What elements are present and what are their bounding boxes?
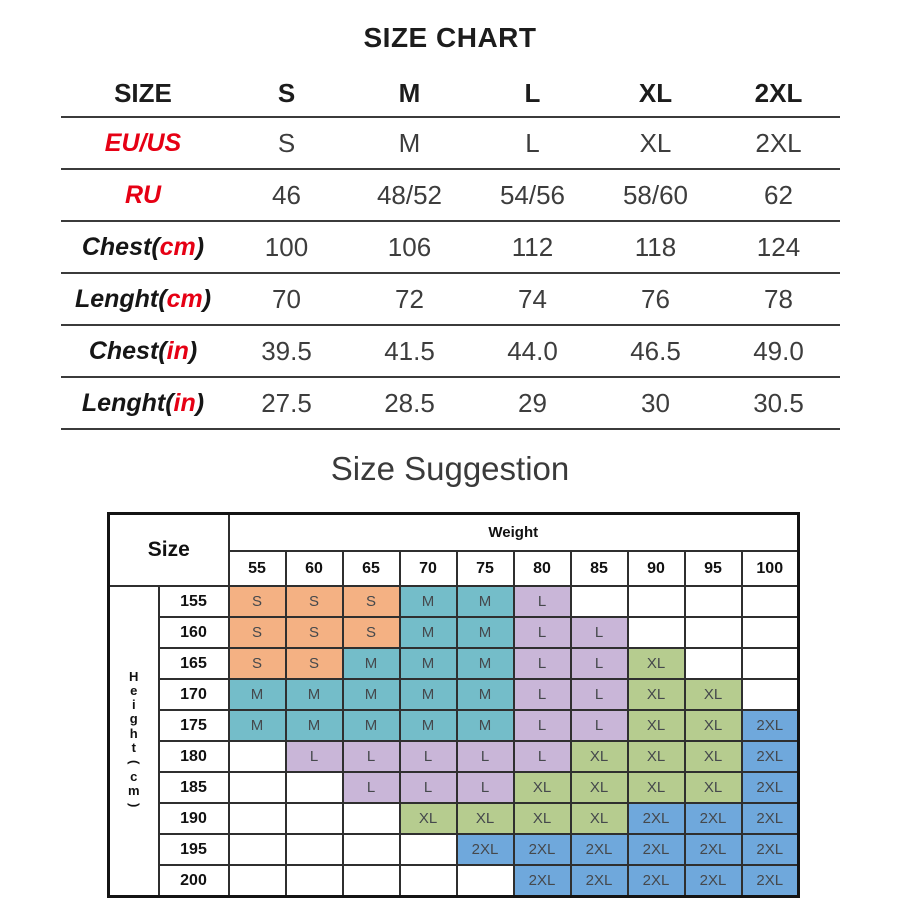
weight-tick-value: 80 bbox=[514, 551, 571, 586]
size-table-value: 30.5 bbox=[717, 377, 840, 429]
suggestion-cell bbox=[286, 834, 343, 865]
suggestion-cell: XL bbox=[457, 803, 514, 834]
height-label-char: t bbox=[131, 740, 136, 755]
row-label-red-part: in bbox=[166, 336, 189, 365]
suggestion-cell: 2XL bbox=[571, 865, 628, 897]
size-table-value: 106 bbox=[348, 221, 471, 273]
suggestion-cell: XL bbox=[628, 772, 685, 803]
suggestion-cell: XL bbox=[685, 741, 742, 772]
suggestion-cell bbox=[457, 865, 514, 897]
suggestion-cell bbox=[229, 865, 286, 897]
size-table-row-label bbox=[61, 117, 225, 169]
suggestion-cell: M bbox=[343, 648, 400, 679]
row-label-part: ) bbox=[188, 336, 198, 365]
suggestion-cell: L bbox=[400, 741, 457, 772]
suggestion-cell: L bbox=[514, 617, 571, 648]
suggestion-cell: L bbox=[571, 710, 628, 741]
row-label-red-part: EU/US bbox=[104, 128, 182, 157]
weight-tick-value: 60 bbox=[286, 551, 343, 586]
size-suggestion-table bbox=[107, 512, 800, 898]
height-tick-value: 185 bbox=[159, 772, 229, 803]
suggestion-cell: L bbox=[514, 586, 571, 617]
suggestion-cell: M bbox=[229, 710, 286, 741]
suggestion-cell: L bbox=[400, 772, 457, 803]
height-label-char: i bbox=[131, 697, 136, 713]
size-table-column-header: L bbox=[471, 70, 594, 117]
height-label-char: c bbox=[130, 768, 138, 784]
suggestion-cell: S bbox=[286, 617, 343, 648]
suggestion-cell bbox=[286, 803, 343, 834]
suggestion-cell: S bbox=[229, 648, 286, 679]
suggestion-cell bbox=[229, 803, 286, 834]
size-table-value: 41.5 bbox=[348, 325, 471, 377]
size-table-row bbox=[61, 117, 840, 169]
size-table-value: 112 bbox=[471, 221, 594, 273]
suggestion-cell: L bbox=[457, 741, 514, 772]
height-label-paren: ) bbox=[126, 803, 142, 808]
suggestion-cell: S bbox=[286, 648, 343, 679]
suggestion-row bbox=[109, 617, 799, 648]
row-label-red-part: cm bbox=[159, 232, 196, 261]
size-table-value: 46.5 bbox=[594, 325, 717, 377]
suggestion-cell bbox=[742, 679, 799, 710]
size-table-value: L bbox=[471, 117, 594, 169]
suggestion-cell: XL bbox=[628, 679, 685, 710]
size-table-row-label bbox=[61, 221, 225, 273]
suggestion-cell: 2XL bbox=[628, 803, 685, 834]
height-tick-value: 170 bbox=[159, 679, 229, 710]
size-table-value: 44.0 bbox=[471, 325, 594, 377]
suggestion-cell: XL bbox=[514, 772, 571, 803]
weight-tick-value: 70 bbox=[400, 551, 457, 586]
weight-tick-value: 95 bbox=[685, 551, 742, 586]
size-table-value: 72 bbox=[348, 273, 471, 325]
suggestion-cell: L bbox=[514, 710, 571, 741]
size-table-column-header: XL bbox=[594, 70, 717, 117]
height-tick-value: 155 bbox=[159, 586, 229, 617]
size-table-value: 70 bbox=[225, 273, 348, 325]
suggestion-cell: M bbox=[457, 710, 514, 741]
suggestion-cell: L bbox=[571, 648, 628, 679]
suggestion-cell: M bbox=[286, 710, 343, 741]
height-tick-value: 175 bbox=[159, 710, 229, 741]
size-chart-title: SIZE CHART bbox=[363, 22, 537, 53]
suggestion-cell: L bbox=[343, 772, 400, 803]
suggestion-cell: 2XL bbox=[628, 834, 685, 865]
size-table-row bbox=[61, 169, 840, 221]
suggestion-cell: M bbox=[229, 679, 286, 710]
height-tick-value: 195 bbox=[159, 834, 229, 865]
suggestion-row bbox=[109, 679, 799, 710]
height-tick-value: 180 bbox=[159, 741, 229, 772]
size-chart-table-body bbox=[61, 70, 840, 429]
suggestion-cell bbox=[742, 586, 799, 617]
size-table-row bbox=[61, 377, 840, 429]
size-table-value: 74 bbox=[471, 273, 594, 325]
suggestion-cell: 2XL bbox=[742, 772, 799, 803]
size-table-row-label bbox=[61, 273, 225, 325]
suggestion-cell: 2XL bbox=[685, 803, 742, 834]
size-suggestion-table-body bbox=[109, 514, 799, 897]
suggestion-cell: 2XL bbox=[742, 834, 799, 865]
weight-tick-value: 100 bbox=[742, 551, 799, 586]
suggestion-cell: XL bbox=[571, 772, 628, 803]
size-table-value: S bbox=[225, 117, 348, 169]
suggestion-cell: 2XL bbox=[457, 834, 514, 865]
row-label-part: ) bbox=[202, 284, 212, 313]
suggestion-cell bbox=[400, 834, 457, 865]
size-chart-table bbox=[61, 70, 840, 430]
height-label-char: H bbox=[129, 668, 139, 684]
row-label-part: ) bbox=[195, 232, 205, 261]
height-label-char: e bbox=[130, 682, 138, 698]
height-label-paren: ( bbox=[126, 760, 142, 765]
size-table-value: 30 bbox=[594, 377, 717, 429]
size-table-value: 54/56 bbox=[471, 169, 594, 221]
weight-tick-value: 85 bbox=[571, 551, 628, 586]
suggestion-cell bbox=[685, 648, 742, 679]
suggestion-cell: 2XL bbox=[742, 865, 799, 897]
size-table-value: 58/60 bbox=[594, 169, 717, 221]
weight-tick-value: 65 bbox=[343, 551, 400, 586]
suggestion-cell: S bbox=[229, 586, 286, 617]
suggestion-cell: 2XL bbox=[742, 710, 799, 741]
size-table-value: 2XL bbox=[717, 117, 840, 169]
suggestion-row bbox=[109, 586, 799, 617]
suggestion-cell: M bbox=[400, 586, 457, 617]
suggestion-cell: M bbox=[457, 586, 514, 617]
suggestion-cell: L bbox=[343, 741, 400, 772]
suggestion-cell: M bbox=[400, 617, 457, 648]
suggestion-cell bbox=[400, 865, 457, 897]
suggestion-cell: M bbox=[400, 710, 457, 741]
suggestion-cell: S bbox=[286, 586, 343, 617]
size-table-column-header: 2XL bbox=[717, 70, 840, 117]
suggestion-cell: L bbox=[514, 648, 571, 679]
row-label-part: Chest( bbox=[81, 232, 160, 261]
suggestion-cell: XL bbox=[400, 803, 457, 834]
suggestion-cell: L bbox=[571, 617, 628, 648]
size-table-value: 27.5 bbox=[225, 377, 348, 429]
weight-tick-value: 90 bbox=[628, 551, 685, 586]
size-table-value: M bbox=[348, 117, 471, 169]
size-table-value: 124 bbox=[717, 221, 840, 273]
suggestion-cell: S bbox=[343, 617, 400, 648]
suggestion-cell bbox=[343, 865, 400, 897]
suggestion-cell bbox=[343, 834, 400, 865]
weight-tick-value: 75 bbox=[457, 551, 514, 586]
suggestion-cell bbox=[742, 648, 799, 679]
suggestion-cell: 2XL bbox=[571, 834, 628, 865]
size-table-value: 118 bbox=[594, 221, 717, 273]
suggestion-cell: M bbox=[343, 710, 400, 741]
suggestion-cell bbox=[685, 617, 742, 648]
suggestion-cell: XL bbox=[685, 710, 742, 741]
suggestion-cell: 2XL bbox=[628, 865, 685, 897]
height-axis-label bbox=[109, 586, 159, 897]
suggestion-cell: L bbox=[571, 679, 628, 710]
weight-tick-value: 55 bbox=[229, 551, 286, 586]
suggestion-cell bbox=[229, 741, 286, 772]
size-table-row bbox=[61, 325, 840, 377]
suggestion-cell bbox=[286, 865, 343, 897]
suggestion-cell bbox=[286, 772, 343, 803]
suggestion-row bbox=[109, 741, 799, 772]
suggestion-row bbox=[109, 834, 799, 865]
size-table-row-label bbox=[61, 325, 225, 377]
suggestion-cell: XL bbox=[628, 648, 685, 679]
size-table-value: 39.5 bbox=[225, 325, 348, 377]
suggestion-cell: XL bbox=[514, 803, 571, 834]
size-table-value: XL bbox=[594, 117, 717, 169]
size-table-row bbox=[61, 221, 840, 273]
suggestion-cell: XL bbox=[571, 803, 628, 834]
suggestion-cell: M bbox=[343, 679, 400, 710]
suggestion-cell: 2XL bbox=[742, 803, 799, 834]
row-label-part: Lenght( bbox=[74, 284, 167, 313]
suggestion-row bbox=[109, 648, 799, 679]
suggestion-cell: 2XL bbox=[514, 834, 571, 865]
size-table-value: 78 bbox=[717, 273, 840, 325]
suggestion-row bbox=[109, 772, 799, 803]
size-table-value: 29 bbox=[471, 377, 594, 429]
suggestion-cell bbox=[685, 586, 742, 617]
size-table-column-header: M bbox=[348, 70, 471, 117]
suggestion-header-row bbox=[109, 514, 799, 552]
height-tick-value: 165 bbox=[159, 648, 229, 679]
size-suggestion-title: Size Suggestion bbox=[330, 450, 570, 487]
suggestion-cell: S bbox=[229, 617, 286, 648]
suggestion-cell bbox=[229, 834, 286, 865]
size-table-row-label bbox=[61, 169, 225, 221]
suggestion-row bbox=[109, 865, 799, 897]
suggestion-cell: XL bbox=[571, 741, 628, 772]
suggestion-cell: 2XL bbox=[514, 865, 571, 897]
suggestion-cell: XL bbox=[685, 772, 742, 803]
height-label-char: h bbox=[129, 725, 138, 741]
size-table-value: 76 bbox=[594, 273, 717, 325]
size-table-corner-label: SIZE bbox=[61, 70, 225, 117]
suggestion-cell: M bbox=[457, 648, 514, 679]
suggestion-cell bbox=[628, 617, 685, 648]
row-label-part: ) bbox=[195, 388, 205, 417]
suggestion-cell bbox=[571, 586, 628, 617]
size-table-row-label bbox=[61, 377, 225, 429]
size-table-value: 62 bbox=[717, 169, 840, 221]
height-tick-value: 200 bbox=[159, 865, 229, 897]
suggestion-cell: M bbox=[457, 679, 514, 710]
height-tick-value: 190 bbox=[159, 803, 229, 834]
size-table-column-header: S bbox=[225, 70, 348, 117]
suggestion-row bbox=[109, 710, 799, 741]
size-table-row bbox=[61, 273, 840, 325]
row-label-red-part: cm bbox=[166, 284, 203, 313]
row-label-red-part: RU bbox=[124, 180, 162, 209]
size-table-value: 46 bbox=[225, 169, 348, 221]
suggestion-cell: 2XL bbox=[685, 865, 742, 897]
suggestion-cell bbox=[229, 772, 286, 803]
weight-axis-label: Weight bbox=[229, 514, 799, 552]
suggestion-cell: L bbox=[457, 772, 514, 803]
suggestion-corner-label: Size bbox=[109, 514, 229, 587]
row-label-part: Lenght( bbox=[81, 388, 174, 417]
height-tick-value: 160 bbox=[159, 617, 229, 648]
suggestion-cell: 2XL bbox=[685, 834, 742, 865]
suggestion-cell: M bbox=[400, 648, 457, 679]
suggestion-cell: 2XL bbox=[742, 741, 799, 772]
suggestion-cell: XL bbox=[628, 741, 685, 772]
suggestion-cell: XL bbox=[685, 679, 742, 710]
size-table-value: 49.0 bbox=[717, 325, 840, 377]
suggestion-cell bbox=[628, 586, 685, 617]
suggestion-cell: L bbox=[514, 679, 571, 710]
height-label-char: m bbox=[127, 782, 140, 798]
height-label-char: g bbox=[129, 711, 138, 727]
suggestion-cell: XL bbox=[628, 710, 685, 741]
size-table-value: 48/52 bbox=[348, 169, 471, 221]
suggestion-cell: M bbox=[286, 679, 343, 710]
suggestion-cell: S bbox=[343, 586, 400, 617]
row-label-red-part: in bbox=[173, 388, 196, 417]
suggestion-cell bbox=[742, 617, 799, 648]
suggestion-cell: L bbox=[514, 741, 571, 772]
size-table-value: 28.5 bbox=[348, 377, 471, 429]
row-label-part: Chest( bbox=[88, 336, 167, 365]
suggestion-cell bbox=[343, 803, 400, 834]
suggestion-cell: M bbox=[457, 617, 514, 648]
suggestion-row bbox=[109, 803, 799, 834]
size-table-value: 100 bbox=[225, 221, 348, 273]
suggestion-cell: M bbox=[400, 679, 457, 710]
size-table-header-row bbox=[61, 70, 840, 117]
suggestion-cell: L bbox=[286, 741, 343, 772]
